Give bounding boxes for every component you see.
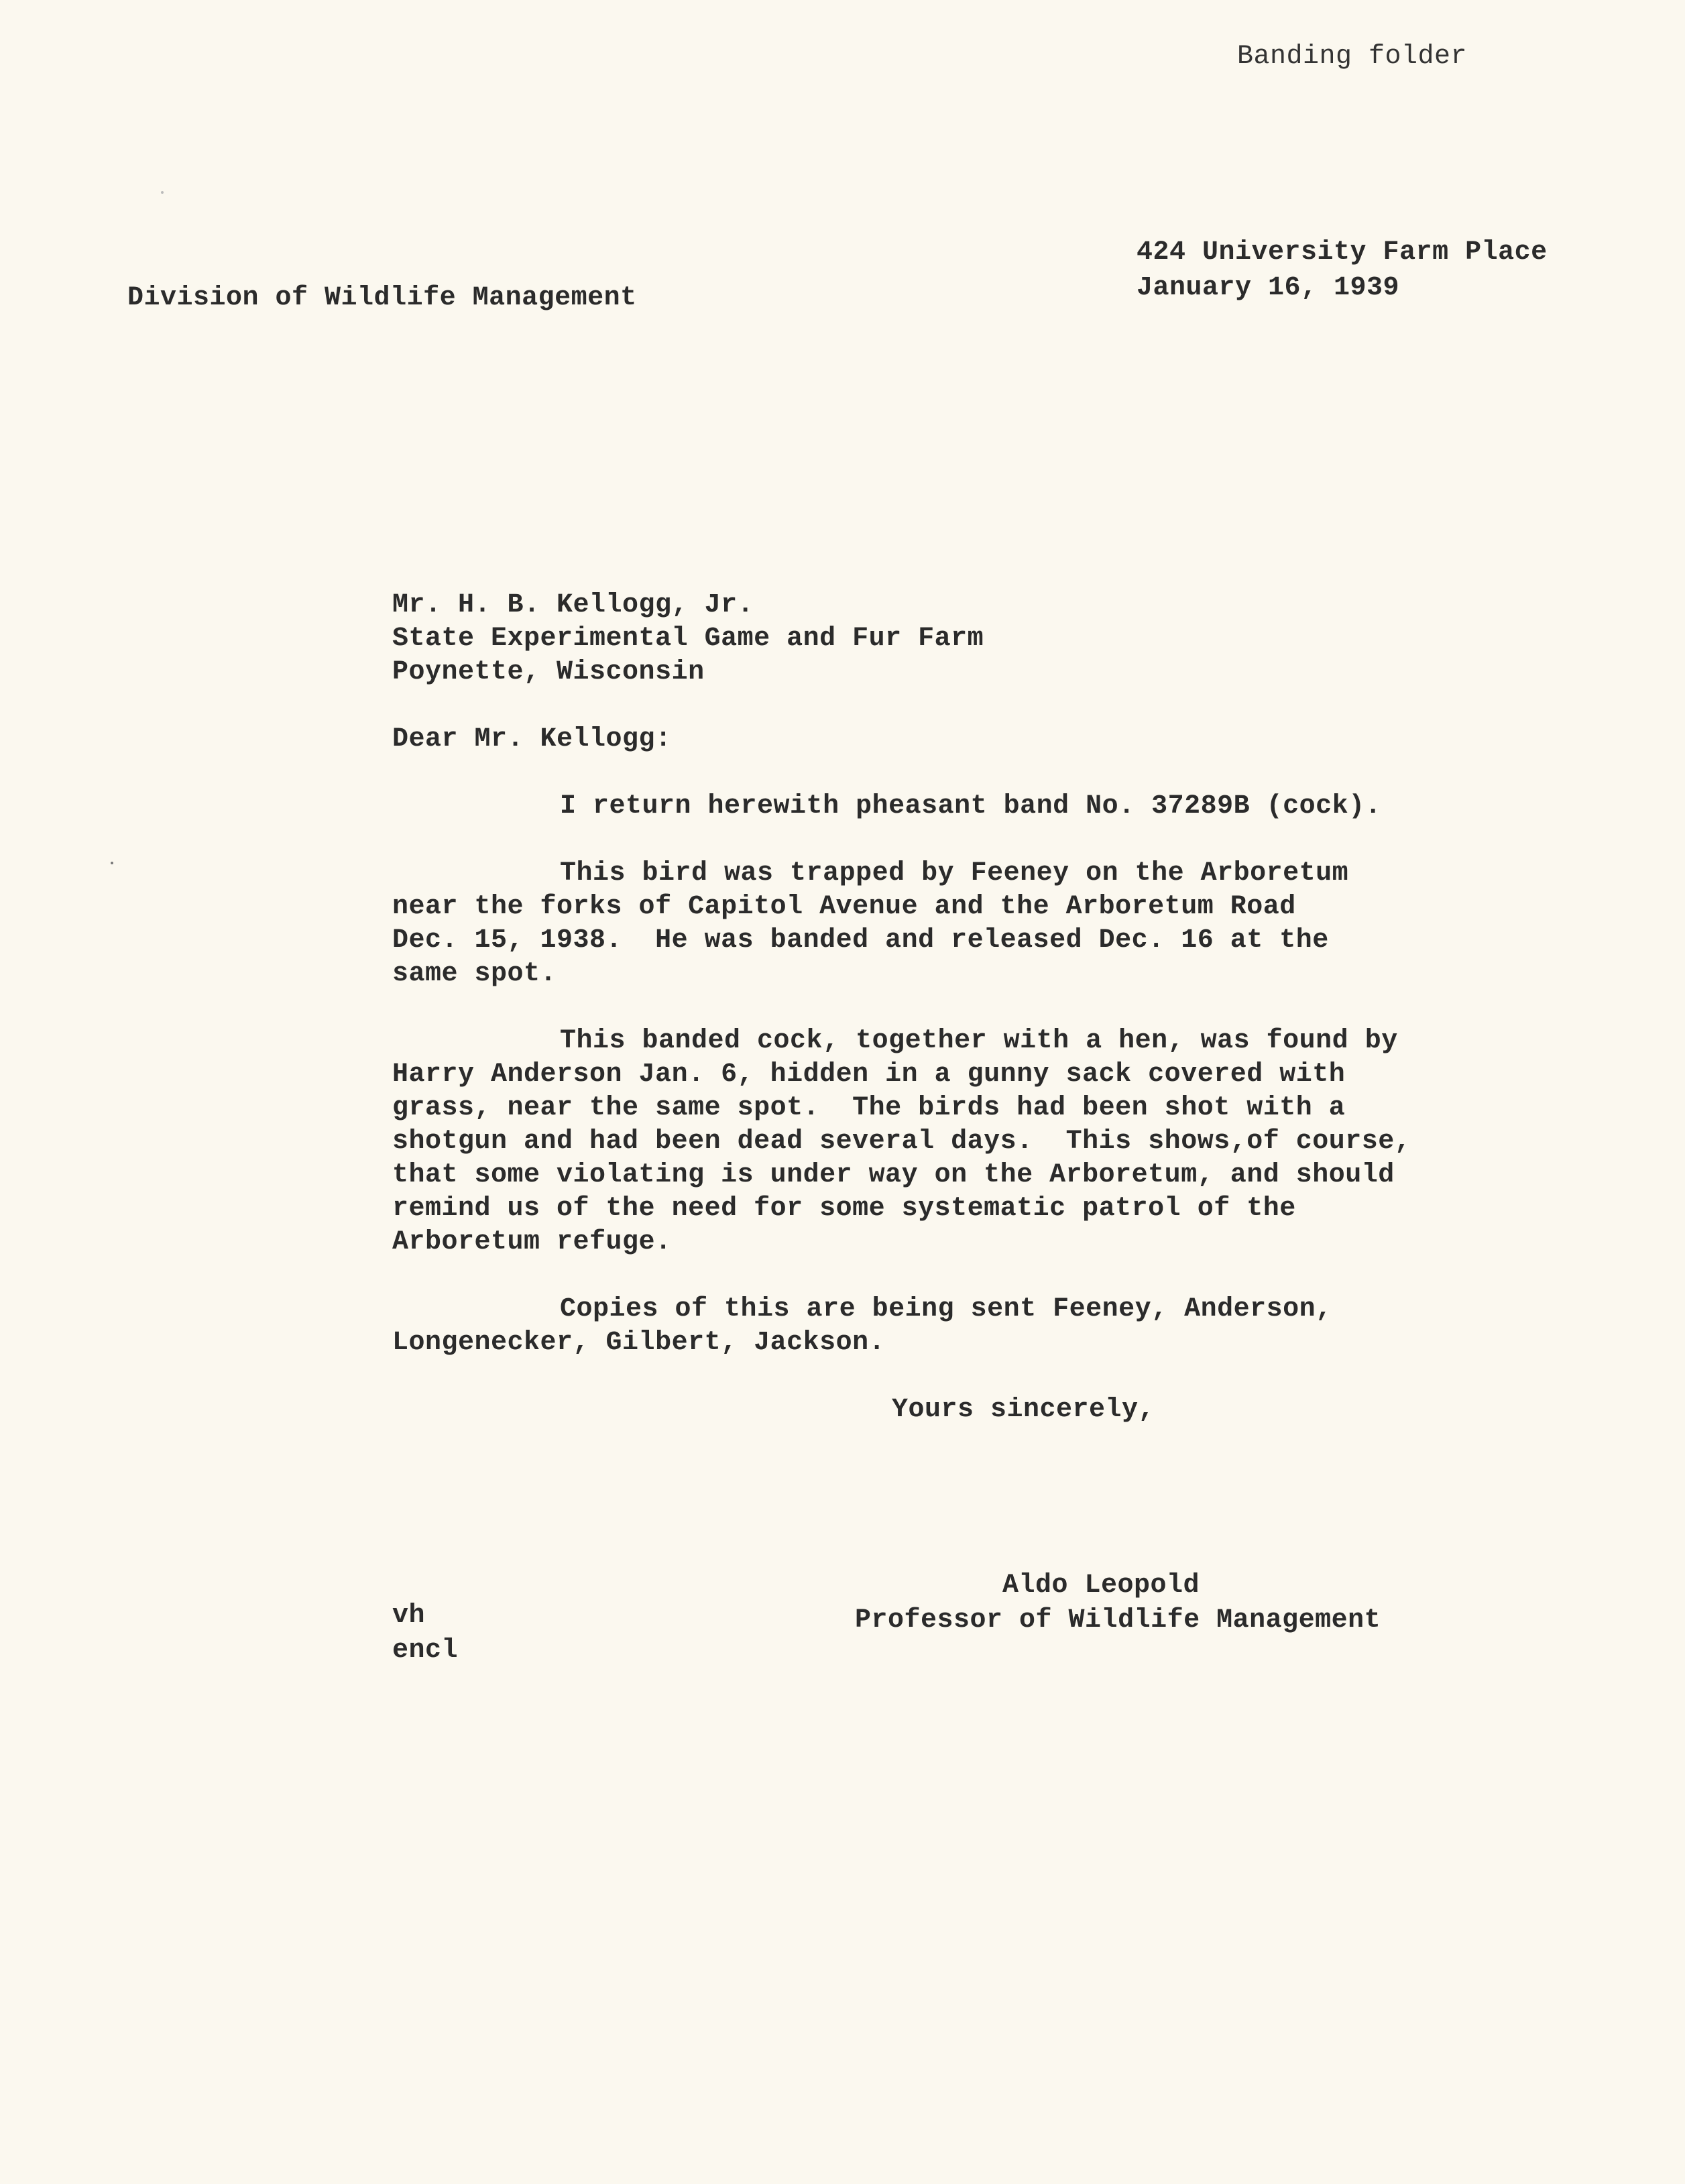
paper-speck — [111, 862, 113, 864]
closing: Yours sincerely, — [892, 1395, 1155, 1425]
paragraph-3-line-1: This banded cock, together with a hen, was found by — [560, 1026, 1398, 1056]
paragraph-2-line-3: Dec. 15, 1938. He was banded and released Dec. 16 at the — [392, 925, 1329, 956]
department-name: Division of Wildlife Management — [127, 283, 637, 313]
paragraph-2-line-1: This bird was trapped by Feeney on the Arboretum — [560, 858, 1349, 888]
letter-date: January 16, 1939 — [1137, 273, 1400, 303]
paragraph-3-line-6: remind us of the need for some systematic patrol of the — [392, 1194, 1296, 1224]
paragraph-1: I return herewith pheasant band No. 37289B (cock). — [560, 791, 1382, 821]
signature-title: Professor of Wildlife Management — [855, 1605, 1381, 1635]
paper-speck — [161, 191, 164, 194]
paragraph-2-line-2: near the forks of Capitol Avenue and the Arboretum Road — [392, 892, 1296, 922]
paragraph-3-line-2: Harry Anderson Jan. 6, hidden in a gunny sack covered with — [392, 1059, 1346, 1090]
signature-name: Aldo Leopold — [1002, 1570, 1200, 1601]
paragraph-3-line-4: shotgun and had been dead several days. This shows,of course, — [392, 1127, 1411, 1157]
recipient-organization: State Experimental Game and Fur Farm — [392, 624, 984, 654]
recipient-name: Mr. H. B. Kellogg, Jr. — [392, 590, 754, 620]
salutation: Dear Mr. Kellogg: — [392, 724, 672, 754]
address-line: 424 University Farm Place — [1137, 237, 1548, 268]
enclosure-note: encl — [392, 1635, 459, 1666]
folder-label: Banding folder — [1237, 42, 1468, 72]
paragraph-4-line-1: Copies of this are being sent Feeney, Anderson, — [560, 1294, 1332, 1324]
paragraph-3-line-5: that some violating is under way on the Arboretum, and should — [392, 1160, 1395, 1190]
paragraph-2-line-4: same spot. — [392, 959, 557, 989]
paragraph-4-line-2: Longenecker, Gilbert, Jackson. — [392, 1328, 886, 1358]
paragraph-3-line-3: grass, near the same spot. The birds had been shot with a — [392, 1093, 1346, 1123]
paragraph-3-line-7: Arboretum refuge. — [392, 1227, 672, 1257]
typist-initials: vh — [392, 1601, 426, 1631]
recipient-location: Poynette, Wisconsin — [392, 657, 705, 687]
